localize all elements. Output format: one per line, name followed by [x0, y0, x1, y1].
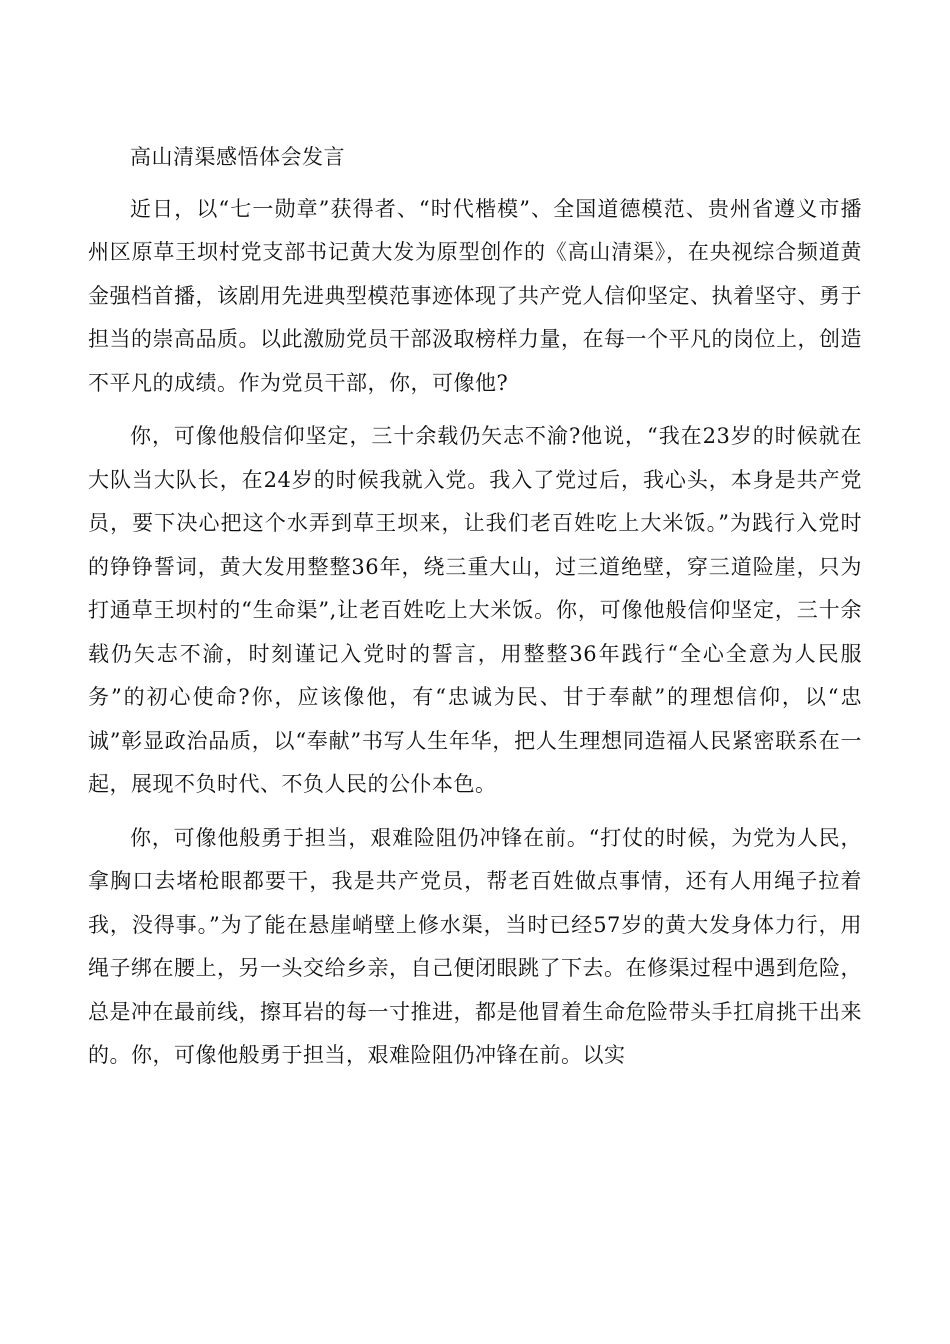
- paragraph: 你，可像他般信仰坚定，三十余载仍矢志不渝?他说，“我在23岁的时候就在大队当大队长，在24岁的时候我就入党。我入了党过后，我心头，本身是共产党员，要下决心把这个水弄到草王坝来，让我们老百姓吃上大米饭。”为践行入党时的铮铮誓词，黄大发用整整36年，绕三重大山，过三道绝壁，穿三道险崖，只为打通草王坝村的“生命渠”,让老百姓吃上大米饭。你，可像他般信仰坚定，三十余载仍矢志不渝，时刻谨记入党时的誓言，用整整36年践行“全心全意为人民服务”的初心使命?你，应该像他，有“忠诚为民、甘于奉献”的理想信仰，以“忠诚”彰显政治品质，以“奉献”书写人生年华，把人生理想同造福人民紧密联系在一起，展现不负时代、不负人民的公仆本色。: [88, 424, 862, 796]
- document-body: [88, 136, 862, 1088]
- paragraph: 近日，以“七一勋章”获得者、“时代楷模”、全国道德模范、贵州省遵义市播州区原草王坝村党支部书记黄大发为原型创作的《高山清渠》，在央视综合频道黄金强档首播，该剧用先进典型模范事迹体现了共产党人信仰坚定、执着坚守、勇于担当的崇高品质。以此激励党员干部汲取榜样力量，在每一个平凡的岗位上，创造不平凡的成绩。作为党员干部，你，可像他?: [88, 196, 862, 395]
- paragraph: 你，可像他般勇于担当，艰难险阻仍冲锋在前。“打仗的时候，为党为人民，拿胸口去堵枪眼都要干，我是共产党员，帮老百姓做点事情，还有人用绳子拉着我，没得事。”为了能在悬崖峭壁上修水渠，当时已经57岁的黄大发身体力行，用绳子绑在腰上，另一头交给乡亲，自己便闭眼跳了下去。在修渠过程中遇到危险，总是冲在最前线，擦耳岩的每一寸推进，都是他冒着生命危险带头手扛肩挑干出来的。你，可像他般勇于担当，艰难险阻仍冲锋在前。以实: [88, 825, 862, 1067]
- document-title: 高山清渠感悟体会发言: [130, 145, 345, 169]
